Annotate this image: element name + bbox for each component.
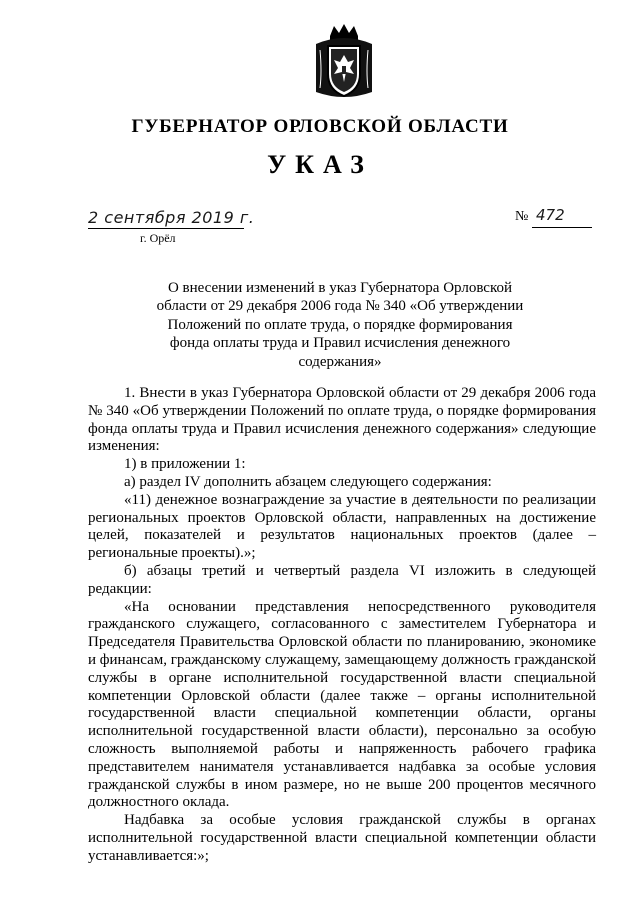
subject-line: области от 29 декабря 2006 года № 340 «Об утверждении [156,298,524,315]
date-underline [88,228,244,229]
number-underline [532,227,592,228]
decree-number: 472 [536,206,565,224]
body-paragraph: а) раздел IV дополнить абзацем следующего содержания: [124,473,492,490]
decree-number-prefix: № [515,209,529,224]
body-paragraph: «На основании представления непосредственного руководителя гражданского служащего, согласованного с заместителем Губернатора и Председателя Правительства Орловской области по планированию, экономике и финансам, гражданскому служащему, замещающему должность гражданской службы в органе исполнительной государственной власти специальной компетенции Орловской области (далее также – органы исполнительной государственной власти специальной компетенции области, органы исполнительной государственной власти области), персонально за особую сложность выполняемой работы и напряженность рабочего графика представителем нанимателя устанавливается надбавка за особые условия гражданской службы в ином размере, но не выше 200 процентов месячного должностного оклада. [88,598,596,811]
subject-line: О внесении изменений в указ Губернатора Орловской [167,280,513,296]
body-paragraph: 1) в приложении 1: [124,456,246,473]
body-paragraph: 1. Внести в указ Губернатора Орловской области от 29 декабря 2006 года № 340 «Об утверждении Положений по оплате труда, о порядке формирования фонда оплаты труда и Правил исчисления денежного содержания» следующие изменения: [88,385,596,455]
decree-date: 2 сентября 2019 г. [88,208,255,227]
decree-body [88,385,596,866]
subject-line: содержания» [298,353,382,370]
decree-subject [150,279,530,371]
subject-line: Положений по оплате труда, о порядке формирования [167,316,513,333]
decree-title: УКАЗ [267,150,373,179]
governor-title: ГУБЕРНАТОР ОРЛОВСКОЙ ОБЛАСТИ [131,116,509,137]
body-paragraph: «11) денежное вознаграждение за участие в деятельности по реализации региональных проектов Орловской области, направленных на достижение целей, показателей и результатов национальных проектов (далее – региональные проекты).»; [88,491,596,562]
decree-city: г. Орёл [140,231,176,245]
subject-line: фонда оплаты труда и Правил исчисления денежного [169,335,511,352]
body-paragraph: б) абзацы третий и четвертый раздела VI изложить в следующей редакции: [88,562,596,597]
orel-oblast-coat-of-arms-icon [312,22,376,104]
body-paragraph: Надбавка за особые условия гражданской службы в органах исполнительной государственной власти специальной компетенции области устанавливается:»; [88,812,596,864]
